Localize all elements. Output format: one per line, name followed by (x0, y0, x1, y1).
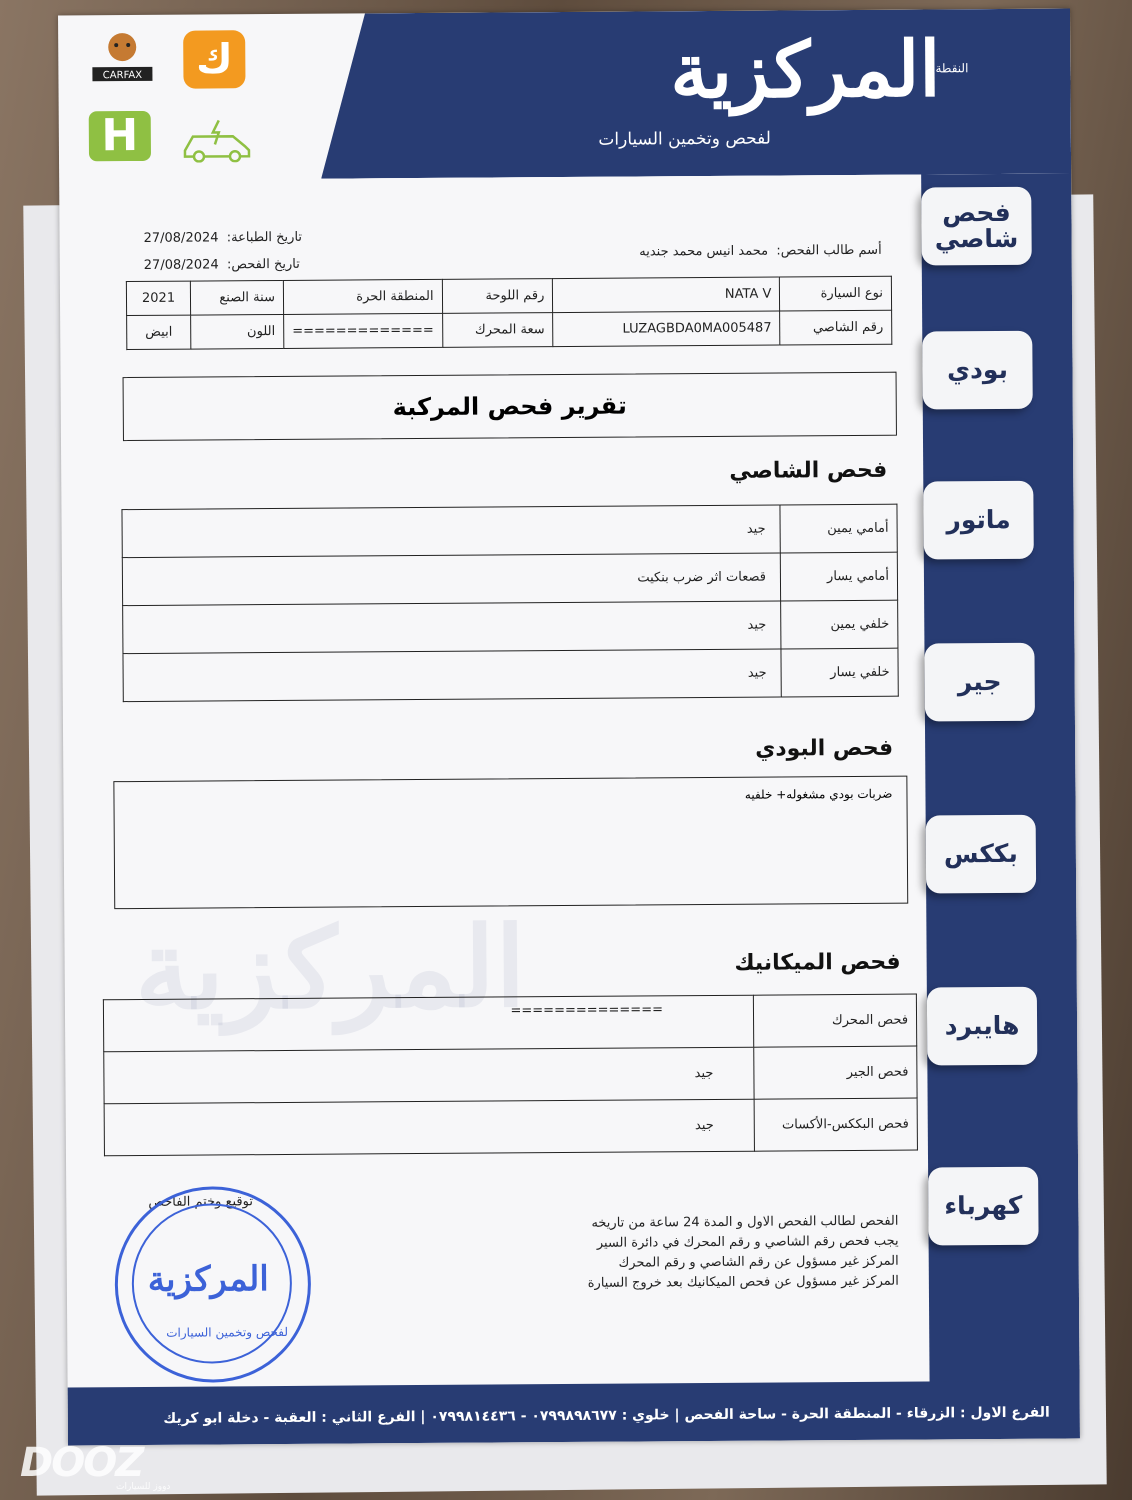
mech-row-label: فحص الجير (754, 1046, 917, 1099)
chassis-row-label: أمامي يمين (780, 504, 897, 553)
requester-row (639, 243, 882, 260)
brand-logo: المركزية (669, 24, 941, 116)
tab-gearbox: بككس (926, 815, 1037, 894)
mechanical-inspection-table (103, 994, 918, 1157)
tab-body: بودي (922, 331, 1033, 410)
hybrid-logo-icon: H (89, 111, 151, 161)
requester-value: محمد انيس محمد جنديه (639, 243, 769, 260)
chassis-label: رقم الشاصي (780, 310, 892, 345)
car-type-label: نوع السيارة (780, 276, 892, 311)
tab-electric: كهرباء (928, 1167, 1039, 1246)
chassis-row-value: جيد (123, 601, 781, 654)
note-line: المركز غير مسؤول عن رقم الشاصي و رقم المحرك (618, 1253, 899, 1271)
dooz-watermark-subtitle: دووز للسيارات (116, 1482, 171, 1492)
chassis-section-title: فحص الشاصي (729, 457, 888, 484)
dooz-watermark-logo: DOOZ (20, 1440, 143, 1486)
mech-row-value: جيد (104, 1099, 754, 1156)
mech-row-value: ============== (103, 995, 753, 1052)
note-line: الفحص لطالب الفحص الاول و المدة 24 ساعة من تاريخه (591, 1213, 899, 1231)
report-title-box (123, 372, 897, 441)
footer-branches: الفرع الاول : الزرقاء - المنطقة الحرة - ساحة الفحص | خلوي : ٠٧٩٩٨٩٨٦٧٧ - ٠٧٩٩٨١٤٤٣٦ | الفرع الثاني : العقبة - دخلة ابو كريك (163, 1404, 1050, 1427)
inspect-date-label: تاريخ الفحص: (226, 256, 300, 273)
year-label: سنة الصنع (190, 280, 283, 315)
print-date-value: 27/08/2024 (143, 230, 219, 246)
inspect-date-value: 27/08/2024 (143, 257, 219, 273)
mech-row-label: فحص البككس-الأكسات (754, 1098, 917, 1151)
report-title: تقرير فحص المركبة (392, 391, 627, 422)
logo-small-text: النقطة (935, 61, 969, 76)
k-logo-icon: ك (183, 30, 245, 88)
note-line: يجب فحص رقم الشاصي و رقم المحرك في دائرة السير (596, 1233, 899, 1251)
chassis-row-value: جيد (122, 505, 780, 558)
chassis-row-value: قصعات اثر ضرب بنكيت (122, 553, 780, 606)
body-section-title: فحص البودي (755, 735, 894, 762)
print-date-row (144, 230, 303, 246)
engine-capacity-label: سعة المحرك (442, 313, 553, 348)
inspector-stamp (114, 1186, 311, 1383)
body-notes-text: ضربات بودي مشغوله+ خلفيه (744, 786, 893, 802)
year-value: 2021 (126, 281, 190, 315)
mechanical-section-title: فحص الميكانيك (734, 949, 901, 976)
carfox-logo-icon (90, 29, 154, 87)
requester-label: أسم طالب الفحص: (776, 242, 882, 259)
mech-row-label: فحص المحرك (753, 994, 916, 1047)
print-date-label: تاريخ الطباعة: (226, 229, 303, 246)
terms-notes (587, 1212, 899, 1295)
stamp-brand-text: المركزية (147, 1259, 269, 1300)
tab-hybrid: هايبرد (927, 987, 1038, 1066)
chassis-row-label: خلفي يمين (781, 600, 898, 649)
car-type-value: NATA V (553, 277, 780, 313)
mech-row-value: جيد (104, 1047, 754, 1104)
brand-subtitle: لفحص وتخمين السيارات (598, 128, 771, 150)
chassis-row-label: أمامي يسار (780, 552, 897, 601)
plate-label: رقم اللوحة (442, 279, 553, 314)
watermark-logo: المركزية (134, 902, 527, 1035)
vehicle-info-table (126, 276, 892, 350)
plate-value: المنطقة الحرة (283, 279, 442, 314)
chassis-row-label: خلفي يسار (781, 648, 898, 697)
body-notes-box (113, 776, 908, 910)
tab-gear: جير (924, 643, 1035, 722)
carfax-text: CARFAX (102, 69, 143, 82)
engine-capacity-value: ============= (284, 313, 443, 348)
electric-car-icon (179, 116, 255, 163)
signature-label: توقيع وختم الفاحص (148, 1194, 253, 1210)
chassis-row-value: جيد (123, 649, 781, 702)
tab-engine: ماتور (923, 481, 1034, 560)
chassis-inspection-table (121, 504, 898, 702)
chassis-value: LUZAGBDA0MA005487 (553, 311, 780, 347)
tab-chassis: فحص شاصي (921, 187, 1032, 266)
note-line: المركز غير مسؤول عن فحص الميكانيك بعد خروج السيارة (587, 1274, 899, 1292)
color-label: اللون (191, 314, 284, 349)
stamp-subtitle: لفحص وتخمين السيارات (166, 1324, 289, 1340)
inspect-date-row (144, 257, 300, 273)
inspection-report-sheet (58, 8, 1080, 1445)
color-value: ابيض (127, 315, 191, 349)
